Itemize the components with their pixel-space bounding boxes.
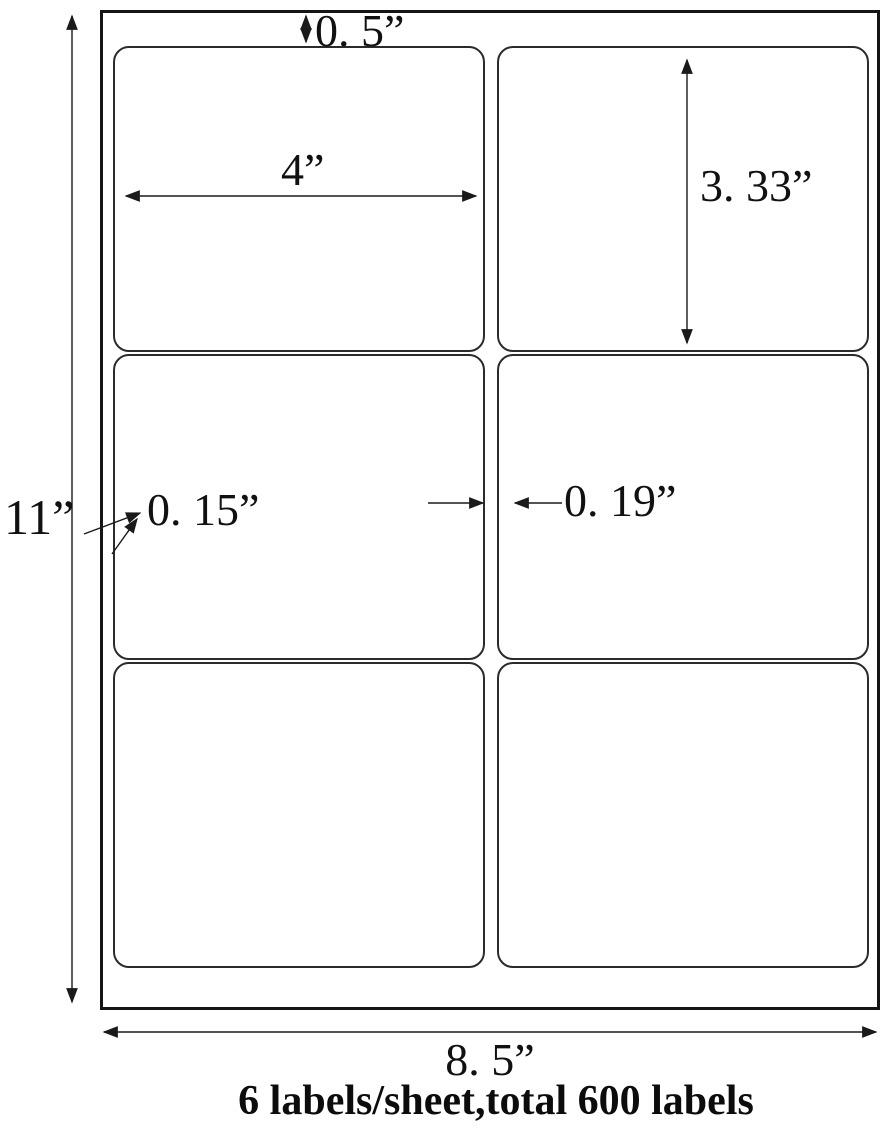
sheet-caption: 6 labels/sheet,total 600 labels — [238, 1078, 754, 1124]
label-cell-row1-col1 — [113, 46, 485, 352]
label-cell-row2-col2 — [497, 354, 869, 660]
label-cell-row3-col1 — [113, 662, 485, 968]
side-margin-dimension-label: 0. 15” — [147, 484, 260, 535]
column-gap-dimension-label: 0. 19” — [564, 475, 677, 526]
top-margin-dimension-label: 0. 5” — [315, 5, 405, 56]
label-cell-row1-col2 — [497, 46, 869, 352]
label-height-dimension-label: 3. 33” — [700, 160, 813, 211]
sheet-width-dimension-label: 8. 5” — [445, 1034, 535, 1085]
sheet-height-dimension-label: 11” — [4, 489, 75, 545]
label-cell-row3-col2 — [497, 662, 869, 968]
label-width-dimension-label: 4” — [281, 144, 325, 195]
